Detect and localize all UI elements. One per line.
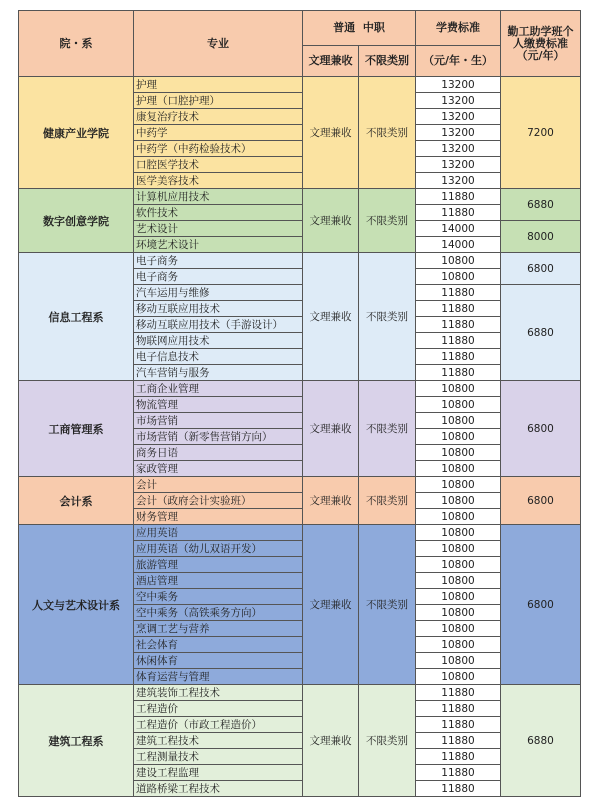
fee-cell: 13200 [416,125,501,141]
fee-cell: 13200 [416,157,501,173]
major-name: 软件技术 [134,205,303,221]
major-name: 环境艺术设计 [134,237,303,253]
wenli-cell: 文理兼收 [303,381,359,477]
fee-cell: 10800 [416,477,501,493]
major-name: 社会体育 [134,637,303,653]
header-recruit-group: 普通 中职 [303,11,416,46]
fee-cell: 10800 [416,493,501,509]
fee-cell: 10800 [416,509,501,525]
fee-cell: 11880 [416,285,501,301]
department-name: 数字创意学院 [19,189,134,253]
buxian-cell: 不限类别 [359,381,416,477]
major-name: 康复治疗技术 [134,109,303,125]
department-name: 建筑工程系 [19,685,134,797]
work-study-fee-cell: 6880 [501,685,581,797]
buxian-cell: 不限类别 [359,525,416,685]
buxian-cell: 不限类别 [359,477,416,525]
major-name: 工程造价 [134,701,303,717]
major-name: 物联网应用技术 [134,333,303,349]
tuition-table [18,10,581,797]
header-work-study [501,11,581,77]
wenli-cell: 文理兼收 [303,77,359,189]
fee-cell: 11880 [416,317,501,333]
wenli-cell: 文理兼收 [303,685,359,797]
fee-cell: 11880 [416,189,501,205]
fee-cell: 10800 [416,541,501,557]
major-name: 汽车营销与服务 [134,365,303,381]
fee-cell: 11880 [416,685,501,701]
fee-cell: 10800 [416,589,501,605]
major-name: 建设工程监理 [134,765,303,781]
major-name: 护理（口腔护理） [134,93,303,109]
fee-cell: 10800 [416,653,501,669]
fee-cell: 10800 [416,429,501,445]
fee-cell: 11880 [416,733,501,749]
major-name: 道路桥梁工程技术 [134,781,303,797]
work-study-fee-cell: 7200 [501,77,581,189]
fee-cell: 10800 [416,605,501,621]
department-name: 会计系 [19,477,134,525]
major-name: 中药学（中药检验技术） [134,141,303,157]
fee-cell: 11880 [416,301,501,317]
major-name: 商务日语 [134,445,303,461]
major-name: 工程测量技术 [134,749,303,765]
major-name: 市场营销（新零售营销方向） [134,429,303,445]
major-name: 会计 [134,477,303,493]
major-name: 应用英语 [134,525,303,541]
fee-cell: 11880 [416,717,501,733]
fee-cell: 14000 [416,237,501,253]
major-name: 物流管理 [134,397,303,413]
table-row [19,477,581,493]
major-name: 计算机应用技术 [134,189,303,205]
major-name: 空中乘务 [134,589,303,605]
fee-cell: 11880 [416,701,501,717]
work-study-fee-cell: 6800 [501,477,581,525]
major-name: 家政管理 [134,461,303,477]
fee-cell: 14000 [416,221,501,237]
department-name: 信息工程系 [19,253,134,381]
major-name: 酒店管理 [134,573,303,589]
table-row [19,381,581,397]
fee-cell: 10800 [416,413,501,429]
fee-cell: 13200 [416,173,501,189]
major-name: 体育运营与管理 [134,669,303,685]
table-row [19,77,581,93]
major-name: 护理 [134,77,303,93]
major-name: 空中乘务（高铁乘务方向） [134,605,303,621]
buxian-cell: 不限类别 [359,189,416,253]
header-wenli: 文理兼收 [303,46,359,77]
header-major: 专业 [134,11,303,77]
fee-cell: 10800 [416,557,501,573]
fee-cell: 13200 [416,141,501,157]
major-name: 旅游管理 [134,557,303,573]
fee-cell: 13200 [416,109,501,125]
fee-cell: 10800 [416,637,501,653]
fee-cell: 11880 [416,349,501,365]
fee-cell: 10800 [416,525,501,541]
major-name: 工程造价（市政工程造价） [134,717,303,733]
work-study-fee-cell: 8000 [501,221,581,253]
wenli-cell: 文理兼收 [303,525,359,685]
fee-cell: 10800 [416,397,501,413]
header-buxian: 不限类别 [359,46,416,77]
fee-cell: 10800 [416,269,501,285]
fee-cell: 11880 [416,333,501,349]
table-row [19,189,581,205]
major-name: 电子信息技术 [134,349,303,365]
buxian-cell: 不限类别 [359,685,416,797]
major-name: 应用英语（幼儿双语开发） [134,541,303,557]
work-study-fee-cell: 6880 [501,189,581,221]
fee-cell: 11880 [416,365,501,381]
major-name: 建筑装饰工程技术 [134,685,303,701]
major-name: 汽车运用与维修 [134,285,303,301]
major-name: 烹调工艺与营养 [134,621,303,637]
department-name: 健康产业学院 [19,77,134,189]
fee-cell: 11880 [416,205,501,221]
department-name: 工商管理系 [19,381,134,477]
major-name: 医学美容技术 [134,173,303,189]
header-fee-unit: （元/年・生） [416,46,501,77]
wenli-cell: 文理兼收 [303,477,359,525]
fee-cell: 10800 [416,621,501,637]
fee-cell: 10800 [416,461,501,477]
major-name: 艺术设计 [134,221,303,237]
major-name: 移动互联应用技术（手游设计） [134,317,303,333]
department-name: 人文与艺术设计系 [19,525,134,685]
major-name: 电子商务 [134,253,303,269]
major-name: 建筑工程技术 [134,733,303,749]
major-name: 移动互联应用技术 [134,301,303,317]
table-row [19,685,581,701]
fee-cell: 13200 [416,93,501,109]
major-name: 市场营销 [134,413,303,429]
work-study-fee-cell: 6880 [501,285,581,381]
table-row [19,525,581,541]
fee-cell: 11880 [416,781,501,797]
header-department: 院・系 [19,11,134,77]
wenli-cell: 文理兼收 [303,253,359,381]
fee-cell: 11880 [416,765,501,781]
header-fee-title: 学费标准 [416,11,501,46]
buxian-cell: 不限类别 [359,253,416,381]
fee-cell: 10800 [416,669,501,685]
major-name: 口腔医学技术 [134,157,303,173]
major-name: 休闲体育 [134,653,303,669]
major-name: 工商企业管理 [134,381,303,397]
fee-cell: 10800 [416,381,501,397]
fee-cell: 13200 [416,77,501,93]
fee-cell: 11880 [416,749,501,765]
major-name: 电子商务 [134,269,303,285]
fee-cell: 10800 [416,253,501,269]
header-work-study-text: 勤工助学班个人缴费标准（元/年） [507,24,574,62]
work-study-fee-cell: 6800 [501,253,581,285]
work-study-fee-cell: 6800 [501,381,581,477]
fee-cell: 10800 [416,573,501,589]
table-row [19,253,581,269]
fee-cell: 10800 [416,445,501,461]
buxian-cell: 不限类别 [359,77,416,189]
major-name: 会计（政府会计实验班） [134,493,303,509]
major-name: 财务管理 [134,509,303,525]
major-name: 中药学 [134,125,303,141]
wenli-cell: 文理兼收 [303,189,359,253]
work-study-fee-cell: 6800 [501,525,581,685]
